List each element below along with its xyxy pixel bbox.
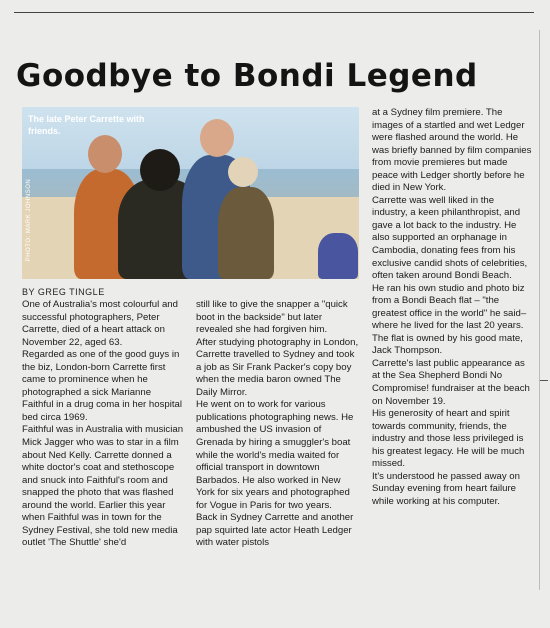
page-edge-tick (540, 380, 548, 381)
photo-head-3 (200, 119, 234, 157)
photo-caption: The late Peter Carrette with friends. (28, 114, 145, 136)
paragraph: Regarded as one of the good guys in the biz, London-born Carrette first came to prominence when he photographed a sick Marianne Faithful in a drug coma in her hospital bed circa 1969. (22, 349, 182, 423)
paragraph: Carrette's last public appearance as at the Sea Shepherd Bondi No Compromise! fundraiser at the beach on November 19. (372, 357, 530, 407)
article-column-3 (372, 107, 532, 509)
paragraph: He ran his own studio and photo biz from a Bondi Beach flat – "the greatest office in the world" he said– where he lived for the last 20 years. The flat is owned by his good mate, Jack Thompson. (372, 282, 527, 357)
paragraph: His generosity of heart and spirit towards community, friends, the industry and those less privileged is his greatest legacy. He will be much missed. (372, 408, 525, 470)
headline: Goodbye to Bondi Legend (16, 58, 478, 94)
paragraph: Faithful was in Australia with musician Mick Jagger who was to star in a film about Ned Kelly. Carrette donned a white doctor's coat and stethoscope and snuck into Faithful's room and snapped the photo that was flashed around the world. Earlier this year when Faithful was in town for the Sydney Festival, she told new media outlet 'The Shuttle' she'd (22, 424, 184, 549)
photo-head-4 (228, 157, 258, 187)
paragraph: He went on to work for various publications photographing news. He ambushed the US invasion of Grenada by hiring a smuggler's boat while the world's media waited for official transport in downtown Barbados. He also worked in New York for six years and photographed for Vogue in Paris for two years. (196, 399, 354, 511)
top-rule (14, 12, 534, 13)
article-column-1 (22, 299, 184, 550)
photo-head-2 (140, 149, 180, 191)
photo-figure-5 (318, 233, 358, 279)
paragraph: still like to give the snapper a "quick boot in the backside" but later revealed she had forgiven him. (196, 299, 348, 336)
photo-head-1 (88, 135, 122, 173)
paragraph: Carrette was well liked in the industry, a keen philanthropist, and gave a lot back to the industry. He also supported an orphanage in Cambodia, donating fees from his exclusive candid shots of celebrities, often taken around Bondi Beach. (372, 194, 528, 282)
photo-credit: PHOTO: MARK JOHNSON (26, 178, 33, 262)
article-column-2 (196, 299, 360, 550)
paragraph: at a Sydney film premiere. The images of a startled and wet Ledger were flashed around the world. He was briefly banned by film companies from movie premieres but made peace with Ledger shortly before he died in New York. (372, 107, 532, 194)
paragraph: After studying photography in London, Carrette travelled to Sydney and took a job as Sir Frank Packer's copy boy when the media baron owned The Daily Mirror. (196, 336, 359, 398)
photo-figure-4 (218, 187, 274, 279)
byline: BY GREG TINGLE (22, 287, 105, 297)
paragraph: One of Australia's most colourful and successful photographers, Peter Carrette, died of a heart attack on November 22, aged 63. (22, 299, 178, 348)
paragraph: It's understood he passed away on Sunday evening from heart failure while working at his computer. (372, 470, 520, 507)
article-photo (22, 107, 359, 279)
paragraph: Back in Sydney Carrette and another pap squirted late actor Heath Ledger with water pistols (196, 512, 354, 549)
page-edge-rule (539, 30, 540, 590)
